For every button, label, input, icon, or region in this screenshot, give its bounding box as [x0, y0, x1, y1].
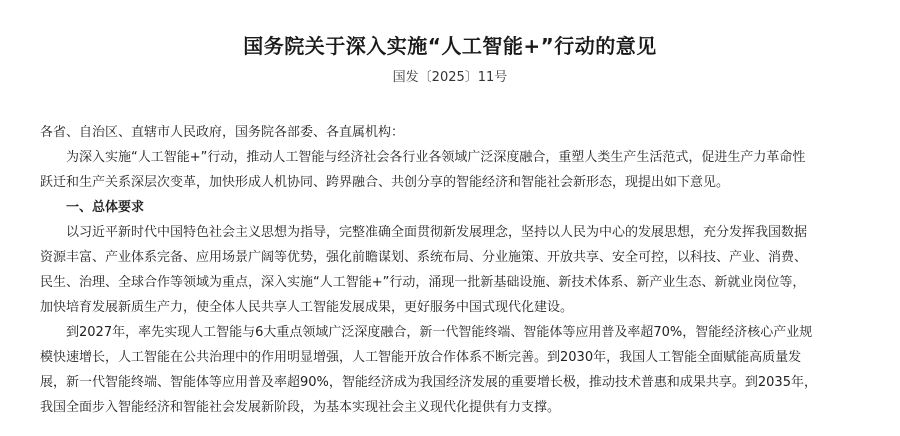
guiding-principles-paragraph	[40, 220, 870, 320]
goals-paragraph	[40, 320, 870, 420]
document-title: 国务院关于深入实施“人工智能+”行动的意见	[243, 34, 657, 58]
intro-line: 跃迁和生产关系深层次变革，加快形成人机协同、跨界融合、共创分享的智能经济和智能社会新形态，现提出如下意见。	[40, 175, 730, 190]
paragraph-line: 民生、治理、全球合作等领域为重点，深入实施“人工智能+”行动，涌现一批新基础设施、新技术体系、新产业生态、新就业岗位等，	[40, 275, 806, 290]
document-body	[40, 120, 870, 420]
paragraph-line: 模快速增长，人工智能在公共治理中的作用明显增强，人工智能开放合作体系不断完善。到2030年，我国人工智能全面赋能高质量发	[40, 350, 802, 365]
paragraph-line: 我国全面步入智能经济和智能社会发展新阶段，为基本实现社会主义现代化提供有力支撑。	[40, 400, 561, 415]
document-number: 国发〔2025〕11号	[392, 70, 508, 85]
paragraph-line: 到2027年，率先实现人工智能与6大重点领域广泛深度融合，新一代智能终端、智能体等应用普及率超70%，智能经济核心产业规	[66, 325, 813, 340]
paragraph-line: 加快培育发展新质生产力，使全体人民共享人工智能发展成果，更好服务中国式现代化建设。	[40, 300, 574, 315]
paragraph-line: 资源丰富、产业体系完备、应用场景广阔等优势，强化前瞻谋划、系统布局、分业施策、开放共享、安全可控，以科技、产业、消费、	[40, 250, 808, 265]
salutation: 各省、自治区、直辖市人民政府，国务院各部委、各直属机构：	[40, 125, 405, 140]
paragraph-line: 以习近平新时代中国特色社会主义思想为指导，完整准确全面贯彻新发展理念，坚持以人民为中心的发展思想，充分发挥我国数据	[66, 225, 808, 240]
section-heading-general-requirements: 一、总体要求	[66, 200, 145, 215]
intro-line: 为深入实施“人工智能+”行动，推动人工智能与经济社会各行业各领域广泛深度融合，重塑人类生产生活范式，促进生产力革命性	[66, 150, 806, 165]
intro-paragraph	[40, 145, 870, 195]
paragraph-line: 展，新一代智能终端、智能体等应用普及率超90%，智能经济成为我国经济发展的重要增长极，推动技术普惠和成果共享。到2035年，	[40, 375, 817, 390]
